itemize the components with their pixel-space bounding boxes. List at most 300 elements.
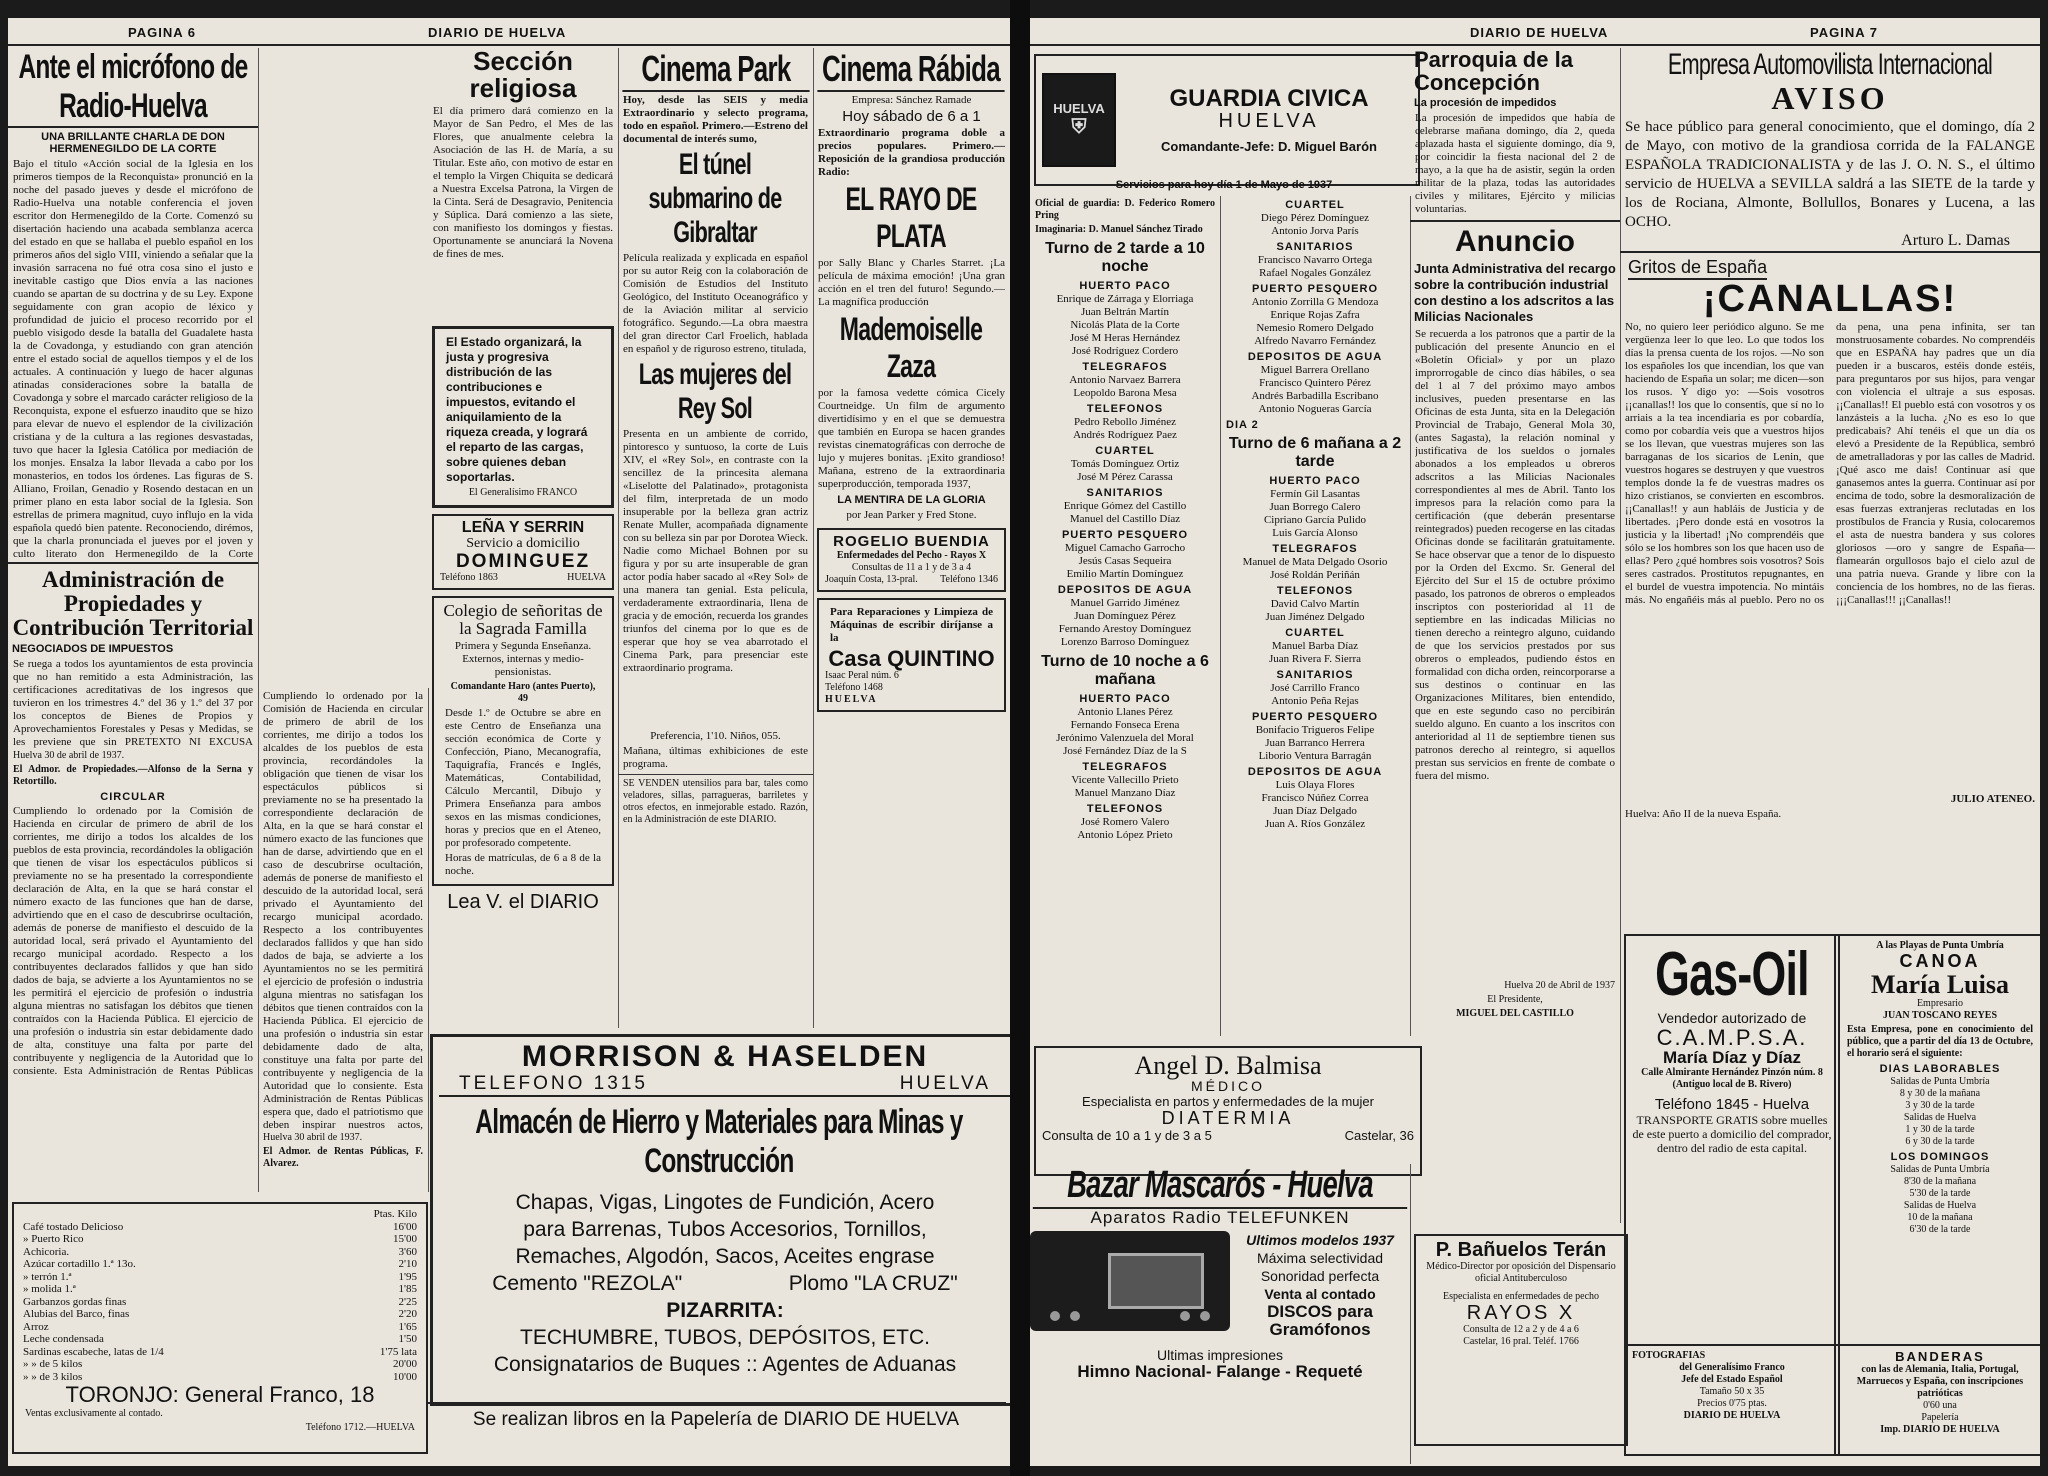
guard-name: Antonio Narvaez Barrera [1069, 374, 1181, 386]
canoa-dom: LOS DOMINGOS [1890, 1151, 1990, 1164]
morrison-cement: Cemento "REZOLA" [492, 1271, 683, 1295]
t1-pp-label: PUERTO PESQUERO [1061, 529, 1189, 541]
empresa-body: Se hace público para general conocimiento, que el domingo, día 2 de Mayo, con motivo de la grandiosa corrida de la FALANGE ESPAÑOLA TRADICIONALISTA y de las J. O. N. S., el último servicio de HUELVA a SEVILLA saldrá a las SIETE de la tarde y los de Rociana, Almonte, Bollullos, Bonares y Lucena, a las OCHO. [1625, 118, 2035, 230]
balmisa-ad [1034, 1046, 1422, 1176]
bazar-line1: Aparatos Radio TELEFUNKEN [1090, 1208, 1350, 1227]
left-paper-name: DIARIO DE HUELVA [428, 25, 567, 40]
guard-name: Leopoldo Barona Mesa [1073, 387, 1177, 399]
cinema-park-film1: El túnel submarino de Gibraltar [648, 148, 782, 249]
estado-quote-signature: El Generalísimo FRANCO [468, 486, 578, 498]
seccion-body: El día primero dará comienzo en la Mayor de San Pedro, el Mes de las Flores, que anualmente celebra la Asociación de las H. de María, a su Titular. Este año, con motivo de estar en el templo la Virgen Chiquita se dedicará a Nuestra Excelsa Patrona, la Virgen de la Cinta. Será de Desagravio, Penitencia y Súplica. Dará comienzo a las siete, con manifiesto los domingos y fiestas. Oportunamente se anunciará la Novena de fines de mes. [433, 104, 613, 260]
guard-name: Manuel Barba Díaz [1271, 640, 1359, 652]
cinema-park-footer: Mañana, últimas exhibiciones de este programa. [623, 745, 808, 770]
gasoil-line: Vendedor autorizado de [1657, 1010, 1807, 1026]
price-row [20, 1358, 420, 1371]
price-row [20, 1271, 420, 1284]
guard-name: Juan Rivera F. Sierra [1269, 653, 1361, 665]
guardia-services: Servicios para hoy día 1 de Mayo de 1937 [1115, 179, 1333, 191]
morrison-lead: Plomo "LA CRUZ" [788, 1271, 958, 1295]
t1-hp-label: HUERTO PACO [1079, 280, 1171, 292]
guard-name: José Carrillo Franco [1270, 682, 1360, 694]
bazar-f3: Venta al contado [1264, 1285, 1376, 1302]
guard-name: Manuel de Mata Delgado Osorio [1242, 556, 1388, 568]
c2-pp-list [1220, 296, 1410, 348]
price-store: TORONJO: General Franco, 18 [65, 1382, 375, 1407]
turn2-title: Turno de 6 mañana a 2 tarde [1228, 435, 1402, 470]
t1-tel-list [1030, 374, 1220, 400]
canoa-lab2: 8 y 30 de la mañana [1899, 1088, 1981, 1100]
balmisa-line: Especialista en partos y enfermedades de la mujer [1082, 1093, 1374, 1109]
t1-telf-label: TELEFONOS [1086, 403, 1164, 415]
guard-name: Vicente Vallecillo Prieto [1071, 774, 1179, 786]
colegio-hours: Horas de matrículas, de 6 a 8 de la noche. [445, 852, 601, 878]
parroquia-body: La procesión de impedidos que había de celebrarse mañana domingo, día 2, queda aplazada hasta el siguiente domingo, día 9, por coincidir la fiesta nacional del 2 de mayo, a la que ha de asistir, según la orden militar de la plaza, todas las autoridades civiles y militares, Ejército y milicias voluntarias. [1415, 112, 1615, 216]
price-item-name: Alubias del Barco, finas [23, 1308, 130, 1320]
seccion-title: Sección religiosa [469, 48, 577, 104]
t2-telf-list [1220, 598, 1410, 624]
price-item-name: » Puerto Rico [23, 1233, 84, 1245]
anuncio-date: Huelva 20 de Abril de 1937 [1504, 979, 1615, 991]
cinema-park-column [618, 48, 814, 1028]
guardia-col2 [1220, 196, 1411, 1036]
price-row [20, 1321, 420, 1334]
guardia-header [1034, 54, 1420, 186]
guard-name: Juan Díaz Delgado [1273, 805, 1357, 817]
t2-dep-label: DEPOSITOS DE AGUA [1247, 766, 1383, 778]
t3-hp-list [1030, 706, 1220, 758]
bazar-ad [1030, 1164, 1411, 1464]
fotos-line1: del Generalísimo Franco [1679, 1362, 1785, 1373]
t1-cuartel-list [1030, 458, 1220, 484]
price-row [20, 1333, 420, 1346]
morrison-ad [430, 1034, 1010, 1406]
guard-name: Nemesio Romero Delgado [1256, 322, 1374, 334]
turn3-title: Turno de 10 noche a 6 mañana [1041, 653, 1209, 688]
banderas-title: BANDERAS [1895, 1349, 1985, 1364]
guard-name: José Fernández Díaz de la S [1063, 745, 1187, 757]
empresa-title: Empresa Automovilista Internacional [1667, 48, 1993, 81]
guard-name: Juan A. Ríos González [1264, 818, 1366, 830]
buendia-name: ROGELIO BUENDIA [833, 532, 990, 550]
administracion-body: Se ruega a todos los ayuntamientos de esta provincia que no han remitido a esta Administración, las certificaciones acreditativas de los ingresos que tuvieron en los trimestres 4.º del 36 y 1.º del 37 por los conceptos de Bienes de Propios y Aprovechamientos Forestales y Pesas y Medidas, se les previene que sin PRETEXTO NI EXCUSA [13, 658, 253, 748]
guard-name: Antonio López Prieto [1077, 829, 1173, 841]
guard-name: Miguel Camacho Garrocho [1064, 542, 1186, 554]
price-item-name: Garbanzos gordas finas [23, 1295, 127, 1308]
cinema-park-film2: Las mujeres del Rey Sol [638, 358, 792, 425]
colegio-body: Desde 1.º de Octubre se abre en este Centro de Enseñanza una sección económica de Corte y Confección, Piano, Mecanografía, Taquigrafía, Francés e Inglés, Matemáticas, Contabilidad, Cálculo Mercantil, Dibujo y Primera Enseñanza para ambos sexos en las mismas condiciones, horas y precios que en el Ateneo, por profesorado competente. [445, 707, 601, 850]
morrison-pizarrita: PIZARRITA: [666, 1298, 784, 1322]
guard-name: Nicolás Plata de la Corte [1070, 319, 1180, 331]
price-item-value: 2'20 [398, 1308, 417, 1320]
c2-dep-list [1220, 364, 1410, 416]
canoa-dom3: 5'30 de la tarde [1909, 1188, 1971, 1200]
guardia-title: GUARDIA CIVICA [1169, 85, 1369, 113]
fotos-size: Tamaño 50 x 35 [1699, 1386, 1765, 1397]
cinema-rabida-film2: Mademoiselle Zaza [839, 310, 983, 384]
guard-name: Francisco Núñez Correa [1261, 792, 1369, 804]
parroquia-sub: La procesión de impedidos [1414, 97, 1557, 110]
cinema-rabida-company: Empresa: Sánchez Ramade [851, 94, 972, 106]
guard-name: Manuel Garrido Jiménez [1070, 597, 1180, 609]
morrison-line3: Remaches, Algodón, Sacos, Aceites engrase [515, 1244, 935, 1268]
price-header-unit: Kilo [397, 1208, 417, 1220]
administracion-title: Administración de Propiedades y Contribución Territorial [12, 567, 254, 641]
price-item-name: » » de 3 kilos [23, 1370, 83, 1383]
price-item-name: Arroz [23, 1320, 49, 1333]
price-item-value: 2'25 [398, 1295, 417, 1308]
quintino-phone: Teléfono 1468 [825, 681, 883, 693]
se-venden-notice: SE VENDEN utensilios para bar, tales como veladores, sillas, parragueras, barriletes y otros efectos, en inmejorable estado. Razón, en la Administración de este DIARIO. [623, 778, 808, 825]
cinema-rabida-film2-body: por la famosa vedette cómica Cicely Courtneidge. Un film de argumento divertidísimo y en el que se demuestra que también en Europa se hacen grandes revistas cinematográficas con derroche de lujo y mujeres bonitas. ¡Exito grandioso! Mañana, estreno de la extraordinaria superproducción, temporada 1937, [818, 386, 1005, 490]
guard-name: José M Heras Hernández [1069, 332, 1181, 344]
price-row [20, 1246, 420, 1259]
estado-quote-box [432, 326, 614, 508]
bazar-discos: DISCOS para Gramófonos [1267, 1301, 1373, 1339]
buendia-hours: Consultas de 11 a 1 y de 3 a 4 [851, 561, 972, 573]
morrison-phone: TELEFONO 1315 [459, 1072, 648, 1094]
lena-line2: Servicio a domicilio [466, 536, 580, 552]
anuncio-body: Se recuerda a los patronos que a partir de la publicación del presente Anuncio en el «Boletín Oficial» y por un plazo improrrogable de cinco días hábiles, o sea del 1 al 7 del próximo mayo ambos inclusives, pueden presentarse en las Oficinas de esta Junta, sita en la Delegación Provincial de Trabajo, General Mola 30, (antes Sagasta), la relación nominal y justificativa de los sueldos o jornales abonados a los empleados u obreros adscritos a las Milicias Nacionales correspondientes al mes de Abril. Tanto los impresos para la relación como para la certificación (que deberán presentarse reintegrados) pueden recogerse en las citadas Oficinas donde se facilitarán gratuitamente. Se hace observar que a tenor de lo dispuesto por la Orden del Excmo. Sr. General del Ejército del Sur el 15 de octubre próximo pasado, los patronos de obreros o empleados inscriptos con posterioridad al 11 de septiembre en las indicadas Milicias no tienen derecho a reintegro alguno, cuidando de que los servicios prestados por sus obreros o empleados, pudiendo éstos en formalidad con dicha orden, reincorporarse a sus destinos o continuar en las Organizaciones Militares, bien entendido, que en este segundo caso no percibirán sueldo alguno. En cuanto a los inscritos con anterioridad al 11 de septiembre tienen sus patronos derecho al reintegro, si aquellos prestan sus servicios en frente de combate o fuera del mismo. [1415, 327, 1615, 782]
empresa-signer: Arturo L. Damas [1901, 231, 2010, 249]
guard-name: Antonio Llanes Pérez [1077, 706, 1173, 718]
guard-name: Antonio Zorrilla G Mendoza [1251, 296, 1379, 308]
guard-name: Jerónimo Valenzuela del Moral [1056, 732, 1194, 744]
t2-pp-label: PUERTO PESQUERO [1251, 711, 1379, 723]
t1-hp-list [1030, 293, 1220, 358]
c2-dep-label: DEPOSITOS DE AGUA [1247, 351, 1383, 363]
cinema-rabida-film3-cast: por Jean Parker y Fred Stone. [846, 508, 977, 521]
guardia-col1 [1030, 196, 1221, 1036]
balmisa-role: MÉDICO [1191, 1078, 1265, 1095]
balmisa-diatermia: DIATERMIA [1161, 1107, 1295, 1128]
price-item-value: 1'65 [398, 1320, 417, 1333]
gritos-body: No, no quiero leer periódico alguno. Se me vergüenza leer lo que leo. Lo que todos los días la prensa cuenta de los rojos. —No son los españoles los que incendian, los que van haciendo de España un solar; me dicen—son los rusos. Y digo yo: —Sois vosotros ¡¡canallas!! los que lo consentís, que sí no lo arriais a la tea incendiaria es por cobardía, como por cobardía veis que a vuestros hijos se los llevan, que vuestras mujeres son las barraganas de los sicarios de Lenin, que vuestros hogares se destruyen y que vuestros templos donde la fe de vuestras madres os hizo cristianos, se convierten en escombros. ¡¡Canallas!! y aun habláis de Justicia y de libertades. ¡Pero donde está en vosotros la justicia y la libertad! ¡No comprendéis que sólo se los hombres son los que hacen uso de ellas? Pero ¿qué hombres sois vosotros? Sois seres castrados. Prostitutos repugnantes, en el burdel de vuestra impotencia. No mintáis más. No engañéis más al pueblo. Pero no os da pena, una pena infinita, ser tan monstruosamente cobardes. No comprendéis que en ESPAÑA hay padres que un día pueden ir a buscaros, estéis donde estéis, para preguntaros por sus hijos, para vengar con violencia el ultraje a sus esposas. ¡¡Canallas!! El pueblo está con vosotros y os lanzásteis a la lucha. ¿No es eso lo que predicabais? Ahí tenéis el que un día os elevó a Presidente de la República, sembró de ametralladoras y por las calles de Madrid. ¡Qué asco me dais! Continuar así que ganasemos antes la guerra. Continuar así por encima de todo, sobre la desmoralización de esas fuerzas extranjeras reclutadas en los prostíbulos de Francia y Rusia, colocaremos el asta de nuestra bandera y sus colores gloriosos —oro y sangre de España— flamearán orgullosos bajo el cielo azul de una patria nueva. Grande y libre con la conciencia de los hombres, no de las fieras. ¡¡¡Canallas!!! ¡¡Canallas!! [1625, 321, 2035, 607]
fotos-price: Precios 0'75 ptas. [1697, 1398, 1767, 1409]
banderas-body: con las de Alemania, Italia, Portugal, Marruecos y España, con inscripciones patrióticas [1856, 1363, 2024, 1399]
guard-name: José Romero Valero [1080, 816, 1170, 828]
guard-name: Luis Olaya Flores [1275, 779, 1355, 791]
canoa-dom5: 10 de la mañana [1907, 1212, 1973, 1224]
cinema-rabida-film3: LA MENTIRA DE LA GLORIA [837, 493, 986, 506]
guard-name: José Roldán Periñán [1270, 569, 1360, 581]
t1-cuartel-label: CUARTEL [1095, 445, 1155, 457]
t2-tel-label: TELEGRAFOS [1272, 543, 1358, 555]
price-item-name: Azúcar cortadillo 1.ª 13o. [23, 1258, 136, 1270]
price-item-name: Café tostado Delicioso [23, 1220, 124, 1233]
aviso-title: AVISO [1771, 80, 1889, 116]
guard-name: Antonio Peña Rejas [1271, 695, 1359, 707]
page-gutter [1010, 0, 1030, 1476]
t2-san-list [1220, 682, 1410, 708]
anuncio-title: Anuncio [1455, 225, 1575, 259]
canoa-body: Esta Empresa, pone en conocimiento del público, que a partir del día 13 de Octubre, el horario será el siguiente: [1847, 1024, 2033, 1060]
t2-dep-list [1220, 779, 1410, 831]
guard-name: Lorenzo Barroso Domínguez [1060, 636, 1190, 648]
canoa-lab4: Salidas de Huelva [1903, 1112, 1977, 1124]
fotos-source: DIARIO DE HUELVA [1683, 1410, 1781, 1421]
canoa-ad [1834, 934, 2040, 1346]
dia2-label: DIA 2 [1226, 419, 1259, 431]
buendia-line: Enfermedades del Pecho - Rayos X [836, 549, 987, 561]
t2-pp-list [1220, 724, 1410, 763]
price-item-name: Sardinas escabeche, latas de 1/4 [23, 1345, 164, 1358]
canoa-lab5: 1 y 30 de la tarde [1905, 1124, 1975, 1136]
balmisa-address: Castelar, 36 [1344, 1127, 1414, 1143]
canoa-lab3: 3 y 30 de la tarde [1905, 1100, 1975, 1112]
circular-title: CIRCULAR [100, 791, 166, 803]
guard-name: Enrique Gómez del Castillo [1063, 500, 1187, 512]
left-footer: Se realizan libros en la Papelería de DIARIO DE HUELVA [426, 1402, 1006, 1430]
c2-cuartel-label: CUARTEL [1285, 199, 1345, 211]
fotos-ad [1624, 1344, 1840, 1456]
price-item-value: 16'00 [393, 1220, 417, 1233]
anuncio-column [1410, 48, 1621, 1223]
banuelos-address: Castelar, 16 pral. Teléf. 1766 [1463, 1336, 1579, 1347]
guard-name: Fermín Gil Lasantas [1270, 488, 1360, 500]
balmisa-hours: Consulta de 10 a 1 y de 3 a 5 [1042, 1127, 1212, 1143]
fotos-title: FOTOGRAFIAS [1632, 1350, 1706, 1361]
cinema-park-prices: Preferencia, 1'10. Niños, 055. [650, 730, 781, 742]
price-item-value: 1'85 [398, 1283, 417, 1295]
lena-ad [432, 514, 614, 591]
guard-name: David Calvo Martín [1270, 598, 1360, 610]
canoa-label: CANOA [1899, 951, 1981, 971]
radio-body: Bajo el título «Acción social de la Iglesia en los primeros tiempos de la Reconquista» pronunció en la noche del pasado jueves y desde el micrófono de Radio-Huelva una notable conferencia el joven escritor don Hermenegildo de la Corte. Comenzó su disertación haciendo una acabada semblanza acerca del estado en que se hallaba el pueblo español en los primeros años del siglo VIII, viniendo a señalar que la invasión sarracena no fué otra cosa sino el justo e inevitable castigo que Dios envía a las naciones cuando se apartan de su doctrina y de su Ley. Expone seguidamente con gran acopio de léxico y profundidad de juicio el proceso recorrido por el pueblo visigodo desde la batalla del Guadalete hasta la de Covadonga, y estudiando con gran atención entre el estado social de aquellos tiempos y el de los actuales. A continuación y luego de hacer algunas atinadas consideraciones sobre la batalla de Covadonga y sobre el marcado carácter religioso de la Reconquista, expone el esfuerzo inaudito que se hizo para elevar de nuevo el esplendor de la civilización cristiana y de la cultura a las regiones desvastadas, tuvo que hacer la Iglesia Católica por mediación de los monjes. Ensalza la labor llevada a cabo por los monasterios, en todos los órdenes. Las figuras de S. Alliano, Froilan, Genadio y Rosendo destacan en un primer plano en esta labor social de la Iglesia. Son estrellas de primera magnitud, cuyo influjo en la vida española quedó bien patente. Reconociendo, dirémos, que la charla pronunciada el jueves por el joven y culto literato don Hermenegildo de la Corte [13, 158, 253, 558]
price-item-value: 20'00 [393, 1358, 417, 1370]
price-row [20, 1233, 420, 1246]
cinema-rabida-film1-body: por Sally Blanc y Charles Starret. ¡La película de máxima emoción! ¡Una gran acción en el tren del futuro! Segundo.—La magnífica producción [818, 256, 1005, 308]
t3-tel-label: TELEGRAFOS [1082, 761, 1168, 773]
price-list-box [12, 1202, 428, 1454]
quintino-intro: Para Reparaciones y Limpieza de Máquinas de escribir diríjanse a la [830, 605, 993, 644]
guard-name: Jesús Casas Sequeira [1078, 555, 1172, 567]
buendia-address: Joaquín Costa, 13-pral. [825, 573, 918, 585]
bazar-f2: Sonoridad perfecta [1260, 1267, 1380, 1284]
morrison-name: MORRISON & HASELDEN [521, 1040, 929, 1073]
cinema-rabida-title: Cinema Rábida [817, 48, 1004, 92]
buendia-ad [817, 528, 1006, 592]
gritos-label: Gritos de España [1628, 257, 1767, 280]
price-item-name: Leche condensada [23, 1333, 104, 1345]
quintino-name: Casa QUINTINO [828, 645, 995, 671]
price-item-name: » molida 1.ª [23, 1283, 76, 1295]
bazar-f1: Máxima selectividad [1256, 1249, 1384, 1266]
administracion-column [8, 748, 259, 1192]
t3-telf-label: TELEFONOS [1086, 803, 1164, 815]
c2-pp-label: PUERTO PESQUERO [1251, 283, 1379, 295]
morrison-line1: Chapas, Vigas, Lingotes de Fundición, Acero [515, 1190, 935, 1214]
circular-body-a: Cumpliendo lo ordenado por la Comisión de Hacienda en circular de primero de abril de los corrientes, me dirijo a todos los alcaldes de los pueblos de esta provincia, recordándoles la obligación que tienen de visar los espectáculos públicos si previamente no se ha presentado la correspondiente declaración de Alta, en la que se hará constar el número exacto de las funciones que han de darse, advirtiendo que en el caso de descubrirse ocultación, además de ponerse de manifiesto el descuido de la autoridad local, será privado el Ayuntamiento del recargo municipal acordado. Respecto a los contribuyentes declarados fallidos y que han sido dados de baja, se advierte a los Ayuntamientos no se les permitirá el ejercicio de profesión o industria alguna mientras no satisfagan los débitos que tienen contraídos con la Hacienda Pública. El ejercicio de una profesión o industria sin estar debidamente dado de alta, constituye una falta por parte del contribuyente y negligencia de la Autoridad que lo consiente. Esta Administración de Rentas Públicas [13, 805, 253, 1075]
cinema-rabida-film1: EL RAYO DE PLATA [845, 180, 977, 254]
price-row [20, 1308, 420, 1321]
guard-name: José Rodríguez Cordero [1071, 345, 1179, 357]
guard-name: Bonifacio Trigueros Felipe [1255, 724, 1375, 736]
huelva-shield-icon: HUELVA ⛨ [1042, 73, 1116, 167]
t3-telf-list [1030, 816, 1220, 842]
administracion-date: Huelva 30 de abril de 1937. [13, 750, 125, 761]
right-page [1030, 18, 2040, 1466]
t2-telf-label: TELEFONOS [1276, 585, 1354, 597]
t1-dep-label: DEPOSITOS DE AGUA [1057, 584, 1193, 596]
lena-name: DOMINGUEZ [455, 551, 591, 573]
administracion-subtitle: NEGOCIADOS DE IMPUESTOS [12, 643, 174, 656]
price-item-value: 15'00 [393, 1233, 417, 1245]
price-item-value: 1'95 [398, 1270, 417, 1283]
radio-set-icon [1030, 1231, 1230, 1331]
c2-cuartel-list [1220, 212, 1410, 238]
guard-name: Juan Jiménez Delgado [1265, 611, 1365, 623]
guardia-officer: Oficial de guardia: D. Federico Romero Pring [1035, 198, 1215, 221]
price-item-name: Achicoria. [23, 1245, 70, 1258]
anuncio-signer: MIGUEL DEL CASTILLO [1456, 1007, 1574, 1019]
gasoil-transport: TRANSPORTE GRATIS sobre muelles de este puerto a domicilio del comprador, dentro del radio de esta capital. [1632, 1112, 1832, 1155]
radio-title: Ante el micrófono de Radio-Huelva [8, 48, 259, 128]
gasoil-phone: Teléfono 1845 - Huelva [1654, 1095, 1810, 1113]
colegio-title: Colegio de señoritas de la Sagrada Familla [443, 601, 603, 639]
price-list-table [20, 1208, 420, 1383]
guard-name: Tomás Domínguez Ortiz [1070, 458, 1180, 470]
left-page-number: PAGINA 6 [128, 25, 196, 40]
t2-tel-list [1220, 556, 1410, 582]
price-item-value: 2'10 [398, 1258, 417, 1270]
canoa-dom4: Salidas de Huelva [1903, 1200, 1977, 1212]
banderas-where: Papelería [1921, 1411, 1959, 1423]
colegio-ad [432, 596, 614, 886]
bazar-himnos: Himno Nacional- Falange - Requeté [1077, 1361, 1363, 1381]
guard-name: Fernando Fonseca Erena [1070, 719, 1180, 731]
lena-city: HUELVA [567, 572, 606, 584]
banuelos-ad [1414, 1234, 1628, 1446]
morrison-tagline: Almacén de Hierro y Materiales para Minas y Construcción [475, 1102, 963, 1180]
price-item-value: 1'50 [398, 1333, 417, 1345]
t1-san-list [1030, 500, 1220, 526]
canoa-owner: JUAN TOSCANO REYES [1882, 1010, 1998, 1022]
c2-san-list [1220, 254, 1410, 280]
price-row [20, 1221, 420, 1234]
circular-body-b: Cumpliendo lo ordenado por la Comisión de Hacienda en circular de primero de abril de los corrientes, me dirijo a todos los alcaldes de los pueblos de esta provincia, recordándoles la obligación que tienen de visar los espectáculos públicos si previamente no se ha presentado la correspondiente declaración de Alta, en la que se hará constar el número exacto de las funciones que han de darse, advirtiendo que en el caso de descubrirse ocultación, además de ponerse de manifiesto el descuido de la autoridad local, será privado el Ayuntamiento del recargo municipal acordado. Respecto a los contribuyentes declarados fallidos y que han sido dados de baja, se advierte a los Ayuntamientos no se les permitirá el ejercicio de profesión o industria alguna mientras no satisfagan los débitos que tienen contraídos con la Hacienda Pública. El ejercicio de una profesión o industria sin estar debidamente dado de alta, constituye una falta por parte del contribuyente y negligencia de la Autoridad que lo consiente. Esta Administración de Rentas Públicas espera que, dado el patriotismo que deben inspirar nuestros actos, [263, 690, 423, 1130]
guardia-imaginaria: Imaginaria: D. Manuel Sánchez Tirado [1035, 224, 1203, 235]
morrison-line5: Consignatarios de Buques :: Agentes de Aduanas [493, 1352, 957, 1376]
estado-quote-text: El Estado organizará, la justa y progresiva distribución de las contribuciones e impuestos, evitando el aniquilamiento de la riqueza creada, y logrará el reparto de las cargas, sobre quienes deban soportarlas. [446, 334, 588, 484]
guard-name: Pedro Rebollo Jiménez [1073, 416, 1177, 428]
price-row [20, 1283, 420, 1296]
circular-column [258, 688, 429, 1192]
banuelos-rayos: RAYOS X [1466, 1302, 1576, 1324]
canoa-dom6: 6'30 de la tarde [1909, 1224, 1971, 1236]
bazar-impresiones: Ultimas impresiones [1156, 1346, 1284, 1363]
guard-name: Manuel del Castillo Díaz [1069, 513, 1181, 525]
anuncio-sub: Junta Administrativa del recargo sobre la contribución industrial con destino a los adscritos a las Milicias Nacionales [1414, 260, 1616, 324]
banuelos-hours: Consulta de 12 a 2 y de 4 a 6 [1463, 1324, 1579, 1335]
t2-hp-list [1220, 488, 1410, 540]
gasoil-ad [1624, 934, 1840, 1346]
price-row [20, 1296, 420, 1309]
t2-cuartel-list [1220, 640, 1410, 666]
anuncio-role: El Presidente, [1487, 993, 1543, 1005]
circular-date: Huelva 30 abril de 1937. [263, 1132, 363, 1143]
guard-name: Fernando Arestoy Domínguez [1058, 623, 1192, 635]
buendia-phone: Teléfono 1346 [940, 573, 998, 585]
banuelos-line: Médico-Director por oposición del Dispensario oficial Antituberculoso [1426, 1261, 1616, 1284]
seccion-column [428, 48, 619, 1028]
cinema-rabida-today: Hoy sábado de 6 a 1 [842, 108, 981, 125]
canoa-lab: DIAS LABORABLES [1879, 1063, 2001, 1076]
price-item-value: 10'00 [393, 1370, 417, 1383]
t3-hp-label: HUERTO PACO [1079, 693, 1171, 705]
t1-pp-list [1030, 542, 1220, 581]
radio-column [8, 48, 259, 748]
cinema-park-intro: Hoy, desde las SEIS y media Extraordinario y selecto programa, todo en español. Primero.—Estreno del documental de interés sumo, [623, 94, 808, 145]
quintino-ad [817, 598, 1006, 712]
colegio-sub: Primera y Segunda Enseñanza. Externos, internas y medio-pensionistas. [454, 640, 592, 679]
guard-name: Rafael Nogales González [1259, 267, 1371, 279]
parroquia-title: Parroquia de la Concepción [1414, 48, 1573, 96]
canoa-lab6: 6 y 30 de la tarde [1905, 1136, 1975, 1148]
gritos-signer: JULIO ATENEO. [1950, 793, 2035, 806]
gasoil-address: Calle Almirante Hernández Pinzón núm. 8 (Antiguo local de B. Rivero) [1641, 1066, 1823, 1090]
t2-san-label: SANITARIOS [1276, 669, 1354, 681]
canoa-intro: A las Playas de Punta Umbría [1876, 940, 2004, 951]
cinema-park-film2-body: Presenta en un ambiente de corrido, pintoresco y suntuoso, la corte de Luis XIV, el «Rey Sol», en contraste con la sencillez de la princesita alemana «Liselotte del Palatinado», protagonista del film, interpretada de un modo insuperable por la belleza gran actriz Renate Muller, acompañada dignamente con su belleza sin par por Dorotea Wieck. Nadie como Michael Bohnen por su figura y por su arte insuperable de gran actor podía haber sacado al «Rey Sol» de una manera tan genial. Esta película, verdaderamente extraordinaria, llena de gracia y de emoción, recuerda los grandes triunfos del cinema por lo que es de esperar que hoy se vea abarrotado el Cinema Park, para presenciar este extraordinario programa. [623, 428, 808, 674]
gasoil-seller: María Díaz y Díaz [1663, 1048, 1801, 1068]
radio-subtitle: UNA BRILLANTE CHARLA DE DON HERMENEGILDO DE LA CORTE [41, 131, 225, 155]
price-phone: Teléfono 1712.—HUELVA [305, 1422, 415, 1434]
banderas-source: Imp. DIARIO DE HUELVA [1880, 1423, 2000, 1435]
canoa-empresa: Empresario [1916, 998, 1964, 1010]
guard-name: Andrés Rodríguez Paez [1073, 429, 1177, 441]
quintino-city: HUELVA [825, 693, 878, 705]
guard-name: Juan Barranco Herrera [1265, 737, 1365, 749]
bazar-models: Ultimos modelos 1937 [1246, 1231, 1394, 1248]
banuelos-name: P. Bañuelos Terán [1435, 1239, 1607, 1261]
guard-name: Juan Borrego Calero [1269, 501, 1361, 513]
t3-tel-list [1030, 774, 1220, 800]
quintino-address: Isaac Peral núm. 6 [825, 669, 899, 681]
price-item-value: 1'75 lata [379, 1345, 417, 1358]
guard-name: Diego Pérez Domínguez [1260, 212, 1370, 224]
left-page [8, 18, 1010, 1466]
banuelos-spec: Especialista en enfermedades de pecho [1442, 1291, 1600, 1302]
canoa-dom2: 8'30 de la mañana [1903, 1176, 1977, 1188]
banderas-price: 0'60 una [1923, 1399, 1957, 1411]
cinema-park-film1-body: Película realizada y explicada en español por su autor Reig con la colaboración de Comisión de Estudios del Instituto Geológico, del Instituto Oceanográfico y de la Aviación militar al servicio fotográfico. Segundo.—La obra maestra del gran director Carl Froelich, hablada en español y de riguroso estreno, titulada, [623, 252, 808, 355]
t1-telf-list [1030, 416, 1220, 442]
guard-name: Juan Beltrán Martín [1081, 306, 1169, 318]
right-running-head [1030, 22, 2040, 46]
gasoil-title: Gas-Oil [1655, 940, 1809, 1009]
cinema-park-title: Cinema Park [622, 48, 809, 92]
price-item-value: 3'60 [398, 1245, 417, 1258]
guard-name: Andrés Barbadilla Escribano [1251, 390, 1379, 402]
left-running-head [8, 22, 1010, 46]
guard-name: Emilio Martín Domínguez [1066, 568, 1184, 580]
lea-diario: Lea V. el DIARIO [447, 891, 599, 914]
canoa-name: María Luisa [1871, 969, 2009, 999]
gritos-footer: Huelva: Año II de la nueva España. [1625, 808, 1782, 821]
guard-name: Enrique de Zárraga y Elorriaga [1056, 293, 1194, 305]
guard-name: Francisco Navarro Ortega [1257, 254, 1373, 266]
balmisa-name: Angel D. Balmisa [1134, 1051, 1322, 1080]
c2-san-label: SANITARIOS [1276, 241, 1354, 253]
colegio-address: Comandante Haro (antes Puerto), 49 [450, 681, 596, 705]
price-item-name: » » de 5 kilos [23, 1358, 83, 1370]
bazar-title: Bazar Mascarós - Huelva [1033, 1164, 1407, 1209]
guard-name: José M Pérez Carassa [1077, 471, 1173, 483]
lena-phone: Teléfono 1863 [440, 572, 498, 584]
morrison-line4: TECHUMBRE, TUBOS, DEPÓSITOS, ETC. [520, 1325, 930, 1349]
circular-signer: El Admor. de Rentas Públicas, F. Alvarez. [263, 1146, 423, 1169]
guard-name: Manuel Manzano Díaz [1074, 787, 1176, 799]
